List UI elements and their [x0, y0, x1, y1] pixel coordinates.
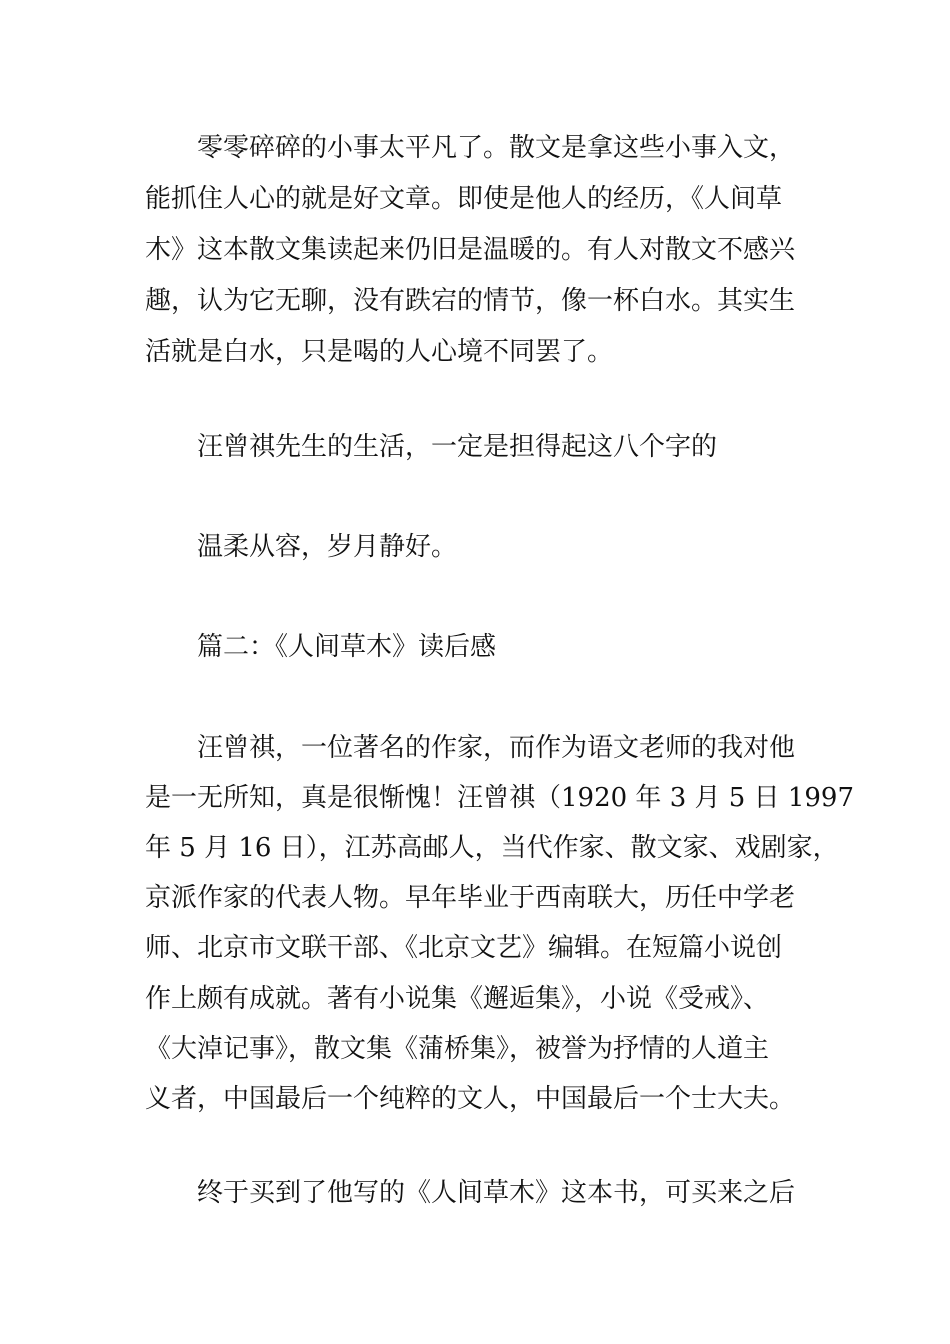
section-heading: 篇二：《人间草木》读后感 — [145, 632, 497, 662]
text-line: 活就是白水，只是喝的人心境不同罢了。 — [145, 337, 614, 367]
text-line: 汪曾祺，一位著名的作家，而作为语文老师的我对他 — [145, 733, 796, 763]
text-line: 能抓住人心的就是好文章。即使是他人的经历，《人间草 — [145, 184, 783, 214]
text-line: 《大淖记事》，散文集《蒲桥集》，被誉为抒情的人道主 — [145, 1034, 770, 1064]
text-line: 年 5 月 16 日），江苏高邮人，当代作家、散文家、戏剧家， — [145, 833, 839, 863]
text-line: 温柔从容，岁月静好。 — [145, 532, 458, 562]
text-line: 作上颇有成就。著有小说集《邂逅集》，小说《受戒》、 — [145, 984, 770, 1014]
text-line: 零零碎碎的小事太平凡了。散文是拿这些小事入文， — [145, 133, 796, 163]
text-line: 趣，认为它无聊，没有跌宕的情节，像一杯白水。其实生 — [145, 286, 796, 316]
text-line: 师、北京市文联干部、《北京文艺》编辑。在短篇小说创 — [145, 933, 783, 963]
text-line: 是一无所知，真是很惭愧！汪曾祺（1920 年 3 月 5 日 1997 — [145, 783, 855, 813]
text-line: 义者，中国最后一个纯粹的文人，中国最后一个士大夫。 — [145, 1084, 796, 1114]
text-line: 京派作家的代表人物。早年毕业于西南联大，历任中学老 — [145, 883, 796, 913]
text-line: 终于买到了他写的《人间草木》这本书，可买来之后 — [145, 1178, 796, 1208]
text-line: 汪曾祺先生的生活，一定是担得起这八个字的 — [145, 432, 718, 462]
text-line: 木》这本散文集读起来仍旧是温暖的。有人对散文不感兴 — [145, 235, 796, 265]
